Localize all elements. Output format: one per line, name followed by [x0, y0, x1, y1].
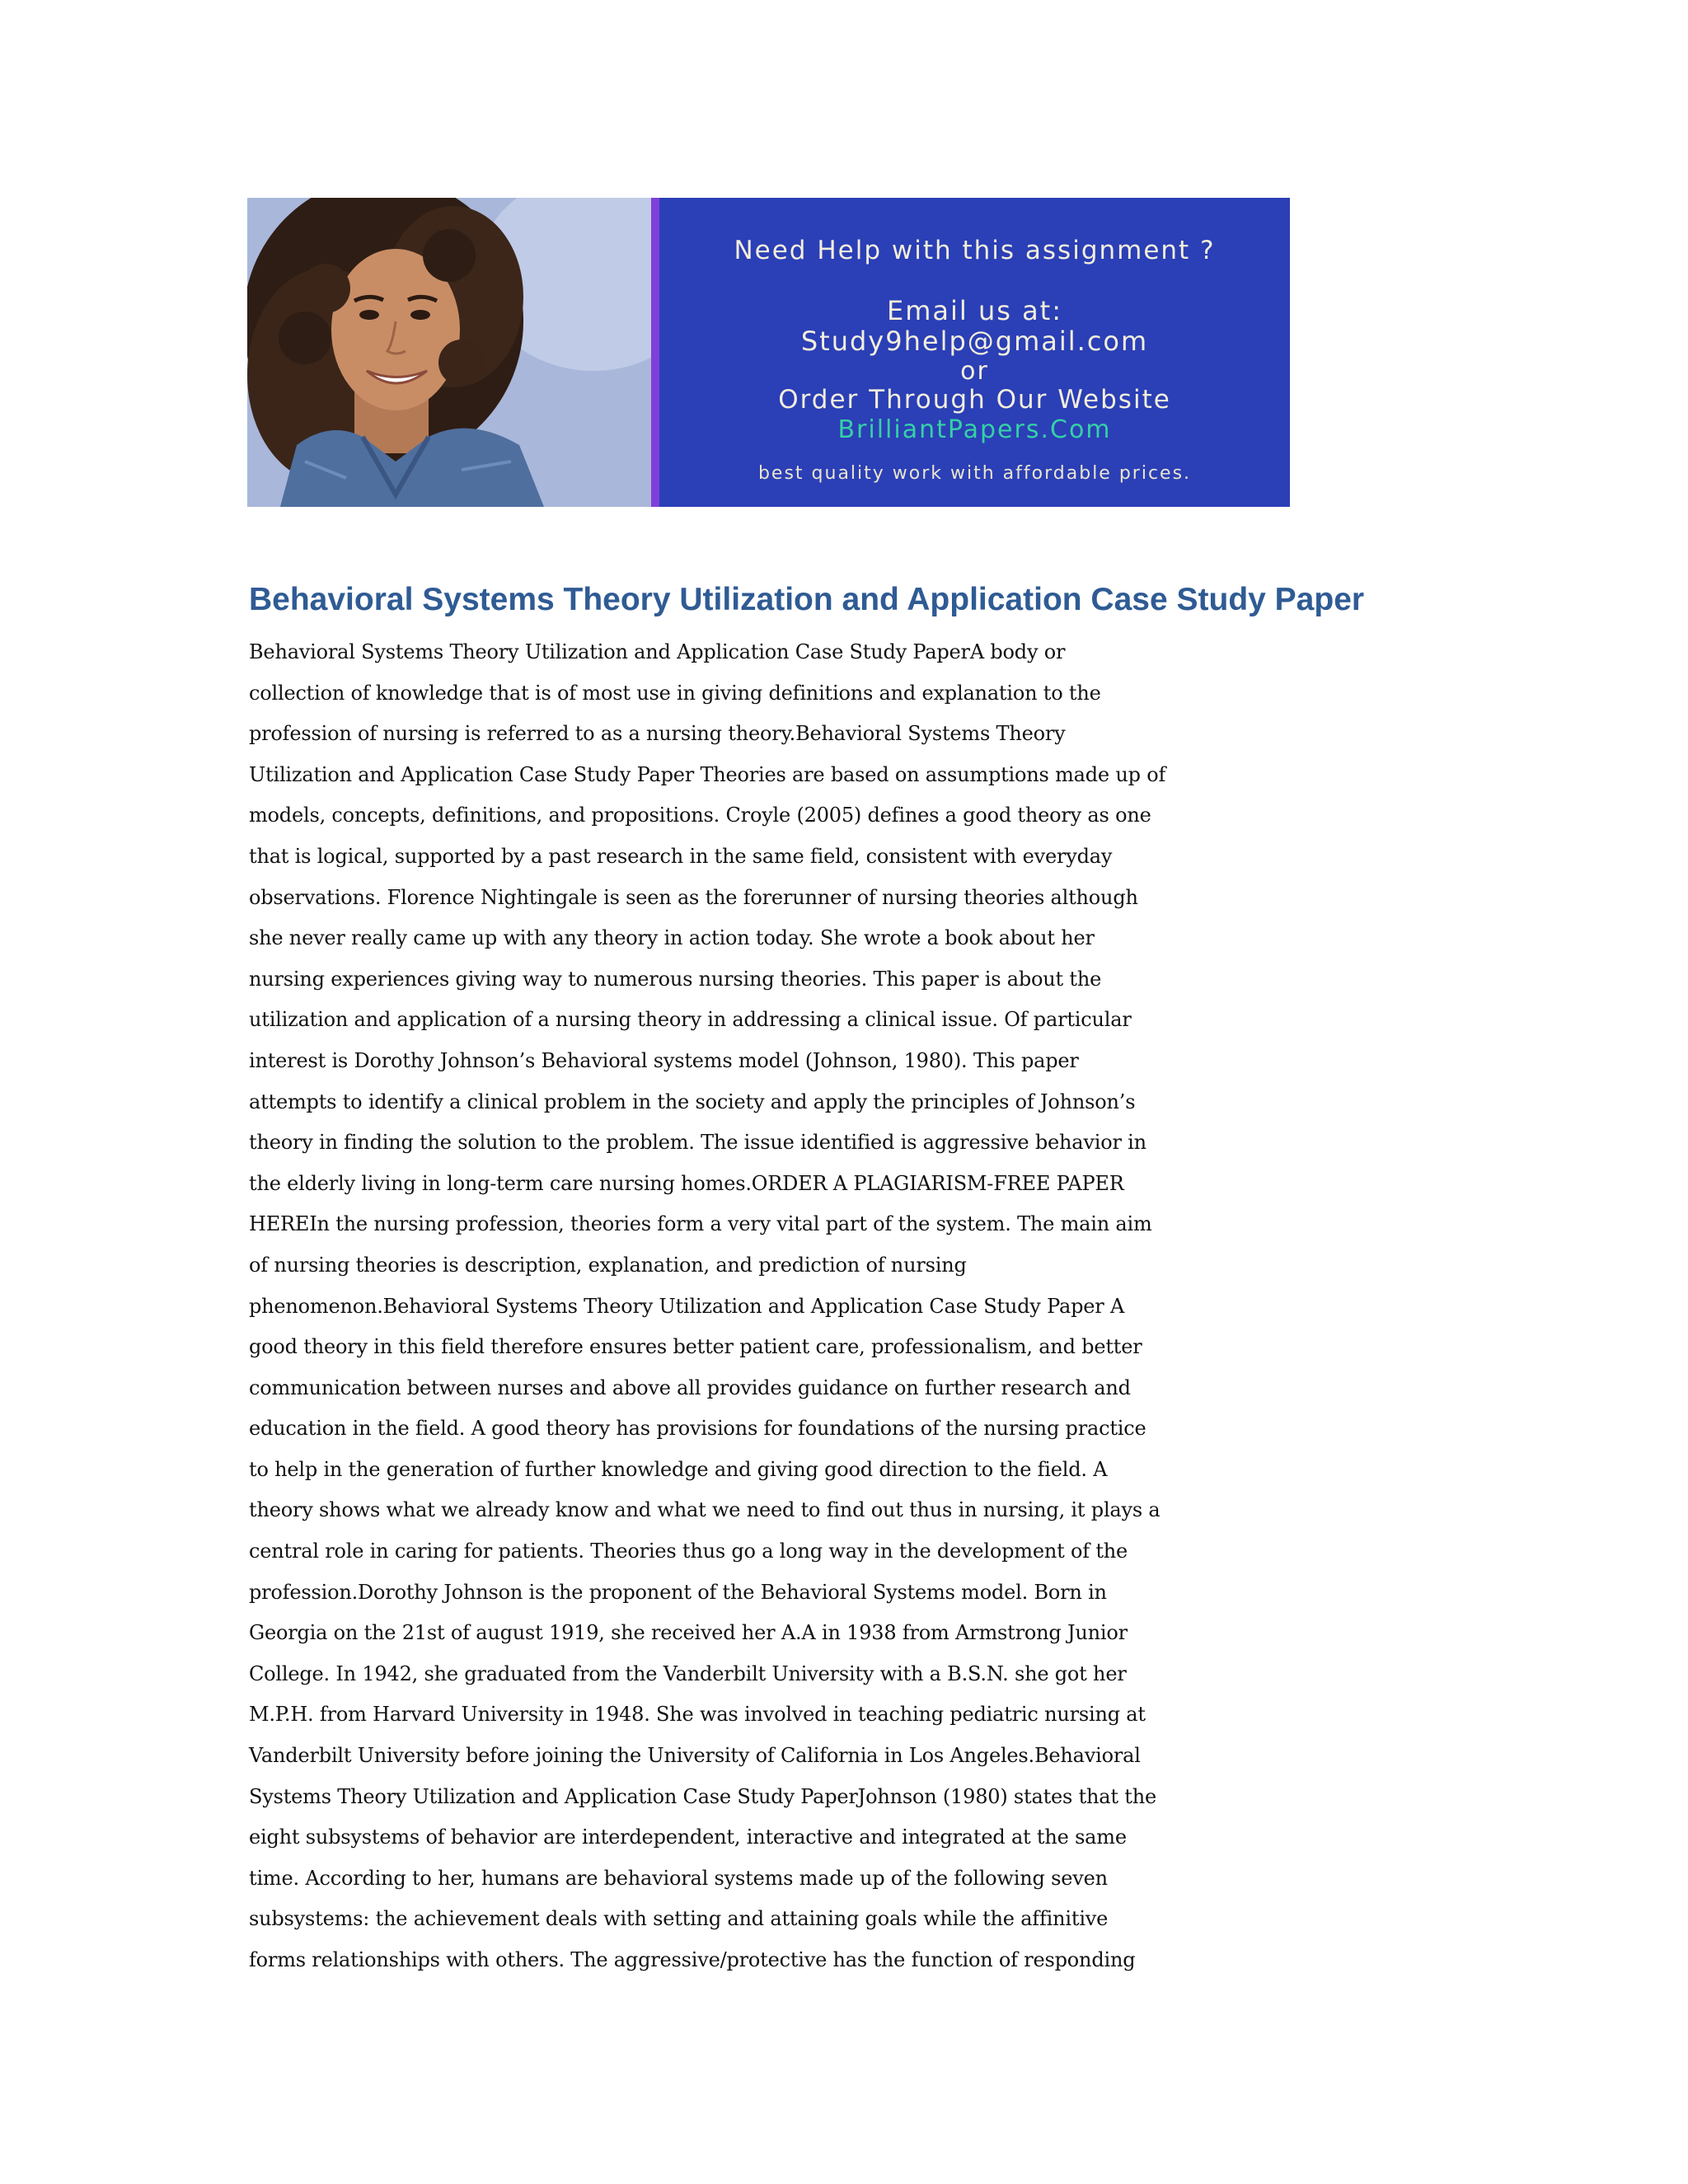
article-body-line: eight subsystems of behavior are interdependent, interactive and integrated at the same [249, 1825, 1127, 1849]
article-body-line: theory shows what we already know and what we need to find out thus in nursing, it plays a [249, 1498, 1160, 1522]
article-body-line: profession of nursing is referred to as a nursing theory.Behavioral Systems Theory [249, 722, 1066, 746]
article-body-line: utilization and application of a nursing theory in addressing a clinical issue. Of particular [249, 1008, 1132, 1032]
article-body-line: HEREIn the nursing profession, theories form a very vital part of the system. The main aim [249, 1212, 1152, 1236]
banner-email-label: Email us at: [886, 295, 1062, 326]
article-body-line: observations. Florence Nightingale is seen as the forerunner of nursing theories although [249, 885, 1138, 909]
article-title: Behavioral Systems Theory Utilization and Application Case Study Paper [249, 582, 1365, 617]
article-body-line: forms relationships with others. The aggressive/protective has the function of responding [249, 1948, 1136, 1971]
article-body-line: theory in finding the solution to the problem. The issue identified is aggressive behavior in [249, 1131, 1146, 1155]
article-body-line: subsystems: the achievement deals with setting and attaining goals while the affinitive [249, 1907, 1109, 1931]
article-body-line: communication between nurses and above all provides guidance on further research and [249, 1376, 1131, 1399]
article-body-line: College. In 1942, she graduated from the Vanderbilt University with a B.S.N. she got her [249, 1661, 1127, 1685]
article-body-line: Behavioral Systems Theory Utilization and Application Case Study PaperA body or [249, 640, 1066, 663]
article-body-line: collection of knowledge that is of most use in giving definitions and explanation to the [249, 681, 1101, 705]
banner-website-link[interactable]: BrilliantPapers.Com [837, 415, 1112, 444]
article-body-line: education in the field. A good theory has provisions for foundations of the nursing practice [249, 1417, 1146, 1441]
assignment-help-banner[interactable] [247, 198, 1290, 507]
article-body-line: phenomenon.Behavioral Systems Theory Utilization and Application Case Study Paper A [249, 1294, 1125, 1318]
article-body-line: interest is Dorothy Johnson’s Behavioral systems model (Johnson, 1980). This paper [249, 1048, 1079, 1072]
article-body-line: Utilization and Application Case Study Paper Theories are based on assumptions made up of [249, 762, 1166, 786]
banner-email-link[interactable]: Study9help@gmail.com [800, 326, 1149, 357]
article-body-line: the elderly living in long-term care nursing homes.ORDER A PLAGIARISM-FREE PAPER [249, 1171, 1124, 1195]
article-body-line: nursing experiences giving way to numerous nursing theories. This paper is about the [249, 967, 1102, 991]
article-body-line: she never really came up with any theory in action today. She wrote a book about her [249, 926, 1095, 950]
banner-order-text: Order Through Our Website [778, 385, 1171, 415]
article-body [249, 632, 1485, 1981]
article-body-line: Vanderbilt University before joining the University of California in Los Angeles.Behavioral [249, 1744, 1141, 1768]
banner-photo [247, 198, 651, 507]
article-body-line: M.P.H. from Harvard University in 1948. She was involved in teaching pediatric nursing at [249, 1703, 1146, 1727]
article-body-line: Systems Theory Utilization and Application Case Study PaperJohnson (1980) states that the [249, 1784, 1156, 1808]
article-body-line: good theory in this field therefore ensures better patient care, professionalism, and better [249, 1335, 1142, 1359]
article-body-line: to help in the generation of further knowledge and giving good direction to the field. A [249, 1457, 1108, 1481]
article-body-line: central role in caring for patients. Theories thus go a long way in the development of the [249, 1540, 1128, 1563]
woman-portrait-illustration [247, 198, 651, 507]
banner-or-text: or [960, 357, 989, 386]
article-body-line: time. According to her, humans are behavioral systems made up of the following seven [249, 1866, 1108, 1890]
article-body-line: models, concepts, definitions, and propositions. Croyle (2005) defines a good theory as one [249, 804, 1151, 827]
banner-help-text: Need Help with this assignment ? [734, 236, 1216, 265]
banner-tagline: best quality work with affordable prices. [757, 463, 1192, 484]
article-body-line: Georgia on the 21st of august 1919, she received her A.A in 1938 from Armstrong Junior [249, 1621, 1128, 1645]
article-body-line: profession.Dorothy Johnson is the proponent of the Behavioral Systems model. Born in [249, 1580, 1107, 1604]
article-body-line: attempts to identify a clinical problem in the society and apply the principles of Johnson’s [249, 1090, 1136, 1113]
article-body-line: of nursing theories is description, explanation, and prediction of nursing [249, 1253, 967, 1277]
article-body-line: that is logical, supported by a past research in the same field, consistent with everyday [249, 844, 1113, 868]
banner-divider [651, 198, 659, 507]
banner-text-panel [659, 198, 1290, 507]
